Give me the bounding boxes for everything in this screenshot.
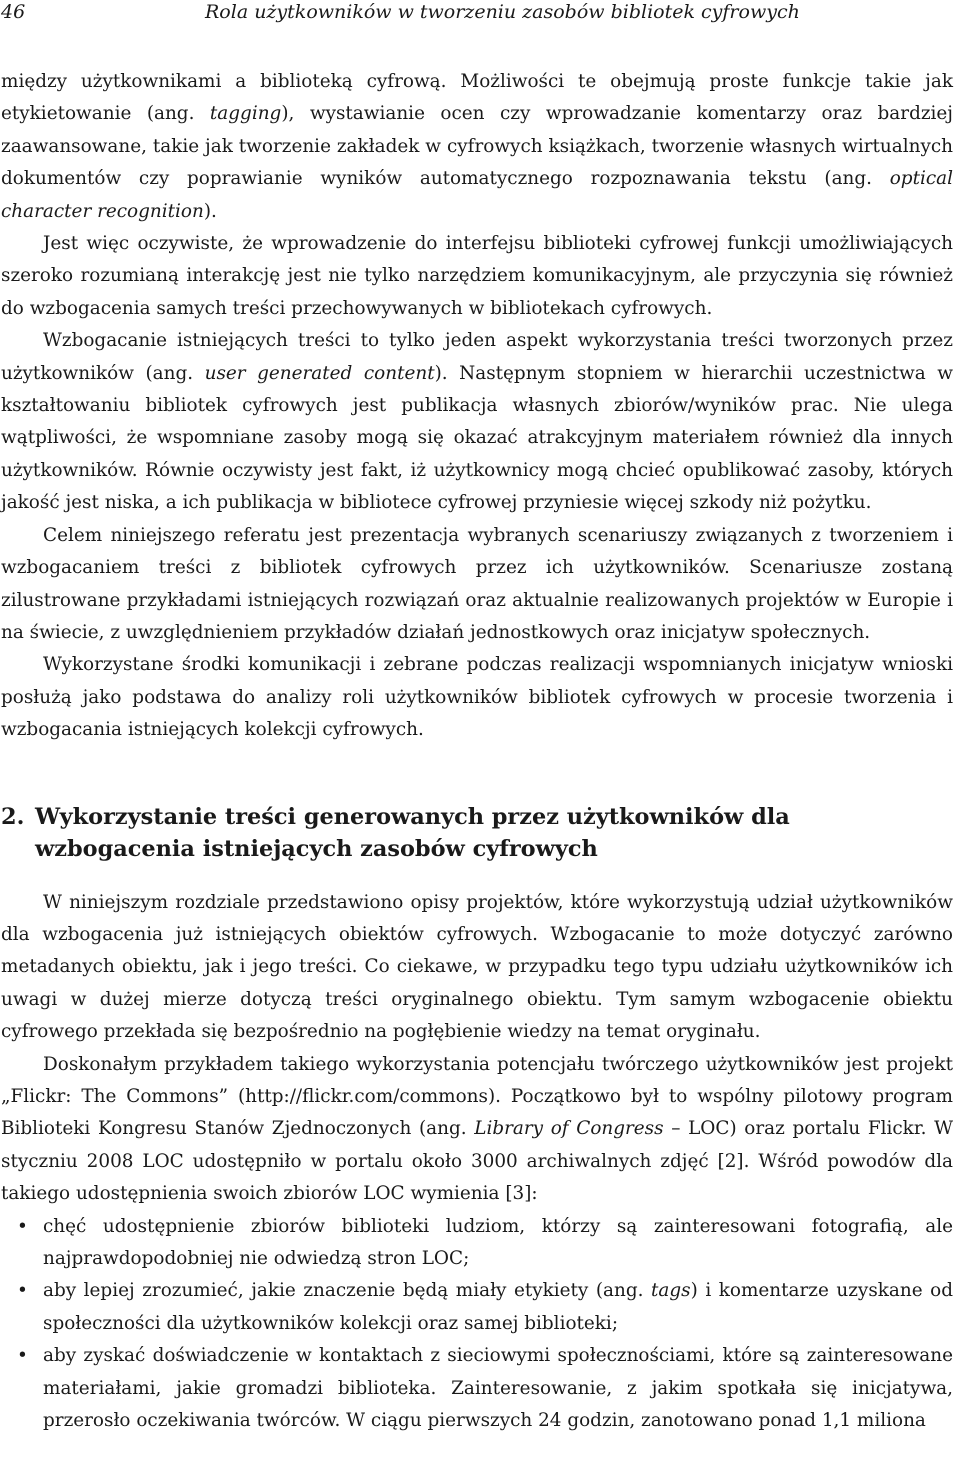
bullet-icon: • — [17, 1280, 28, 1302]
paragraph-text: Wzbogacanie istniejących treści to tylko jeden aspekt wykorzystania treści tworzonych przez użytkowników (ang. — [1, 330, 953, 384]
running-header — [0, 0, 952, 26]
list-item — [1, 1275, 953, 1340]
italic-term: tags — [651, 1280, 691, 1302]
section-number: 2. — [1, 803, 25, 830]
paragraph-text: ), wystawianie ocen czy wprowadzanie komentarzy oraz bardziej zaawansowane, takie jak tworzenie zakładek w cyfrowych książkach, tworzenie własnych wirtualnych dokumentów czy poprawianie wyników automatycznego rozpoznawania tekstu (ang. — [1, 103, 953, 190]
italic-term: user generated content — [204, 362, 435, 384]
page-number: 46 — [1, 1, 26, 23]
paragraph — [1, 1049, 953, 1211]
section-title: Wykorzystanie treści generowanych przez użytkowników dla wzbogacenia istniejących zasobów cyfrowych — [35, 803, 790, 862]
running-title: Rola użytkowników w tworzeniu zasobów bibliotek cyfrowych — [205, 1, 800, 23]
paragraph: Jest więc oczywiste, że wprowadzenie do interfejsu biblioteki cyfrowej funkcji umożliwiających szeroko rozumianą interakcję jest nie tylko narzędziem komunikacyjnym, ale przyczynia się również do wzbogacenia samych treści przechowywanych w bibliotekach cyfrowych. — [1, 233, 953, 319]
list-item-text: aby zyskać doświadczenie w kontaktach z sieciowymi społecznościami, które są zainteresowane materiałami, jakie gromadzi biblioteka. Zainteresowanie, z jakim spotkała się inicjatywa, przerosło oczekiwania twórców. W ciągu pierwszych 24 godzin, zanotowano ponad 1,1 miliona — [43, 1345, 953, 1432]
list-item-text: aby lepiej zrozumieć, jakie znaczenie będą miały etykiety (ang. — [43, 1280, 652, 1302]
bullet-icon: • — [17, 1345, 28, 1367]
paragraph-text: ). — [203, 200, 217, 222]
list-item-text: ) i komentarze uzyskane od społeczności dla użytkowników kolekcji oraz samej biblioteki; — [43, 1280, 953, 1334]
paragraph: Wykorzystane środki komunikacji i zebrane podczas realizacji wspomnianych inicjatyw wnioski posłużą jako podstawa do analizy roli użytkowników bibliotek cyfrowych w procesie tworzenia i wzbogacania istniejących kolekcji cyfrowych. — [1, 654, 953, 741]
list-item-text: chęć udostępnienie zbiorów biblioteki ludziom, którzy są zainteresowani fotografią, ale najprawdopodobniej nie odwiedzą stron LOC; — [43, 1215, 953, 1269]
italic-term: optical character recognition — [1, 168, 953, 222]
document-body — [1, 66, 953, 1437]
paragraph: Celem niniejszego referatu jest prezentacja wybranych scenariuszy związanych z tworzeniem i wzbogacaniem treści z bibliotek cyfrowych przez ich użytkowników. Scenariusze zostaną zilustrowane przykładami istniejących rozwiązań oraz aktualnie realizowanych projektów w Europie i na świecie, z uwzględnieniem przykładów działań jednostkowych oraz inicjatyw społecznych. — [1, 524, 953, 643]
paragraph-text: między użytkownikami a biblioteką cyfrową. Możliwości te obejmują proste funkcje takie jak etykietowanie (ang. — [1, 71, 953, 125]
paragraph: W niniejszym rozdziale przedstawiono opisy projektów, które wykorzystują udział użytkowników dla wzbogacenia już istniejących obiektów cyfrowych. Wzbogacanie to może dotyczyć zarówno metadanych obiektu, jak i jego treści. Co ciekawe, w przypadku tego typu udziału użytkowników ich uwagi w dużej mierze dotyczą treści oryginalnego obiektu. Tym samym wzbogacenie obiektu cyfrowego przekłada się bezpośrednio na pogłębienie wiedzy na temat oryginału. — [1, 891, 953, 1043]
bullet-list — [1, 1211, 953, 1438]
section-heading — [1, 801, 953, 865]
paragraph-text: – LOC) oraz portalu Flickr. W styczniu 2008 LOC udostępniło w portalu około 3000 archiwalnych zdjęć [2]. Wśród powodów dla takiego udostępnienia swoich zbiorów LOC wymienia [3]: — [1, 1118, 953, 1205]
bullet-icon: • — [17, 1215, 28, 1237]
paragraph-text: ). Następnym stopniem w hierarchii uczestnictwa w kształtowaniu bibliotek cyfrowych jest publikacja własnych zbiorów/wyników prac. Nie ulega wątpliwości, że wspomniane zasoby mogą się okazać atrakcyjnym materiałem również dla innych użytkowników. Równie oczywisty jest fakt, iż użytkownicy mogą chcieć opublikować zasoby, których jakość jest niska, a ich publikacja w bibliotece cyfrowej przyniesie więcej szkody niż pożytku. — [1, 362, 954, 514]
list-item — [1, 1211, 953, 1276]
italic-term: tagging — [209, 103, 282, 125]
paragraph-continuation — [1, 66, 953, 228]
list-item — [1, 1340, 953, 1437]
italic-term: Library of Congress — [474, 1118, 664, 1140]
paragraph-text: Doskonałym przykładem takiego wykorzystania potencjału twórczego użytkowników jest projekt „Flickr: The Commons” (http://flickr.com/commons). Początkowo był to wspólny pilotowy program Biblioteki Kongresu Stanów Zjednoczonych (ang. — [1, 1053, 953, 1140]
paragraph — [1, 325, 953, 519]
